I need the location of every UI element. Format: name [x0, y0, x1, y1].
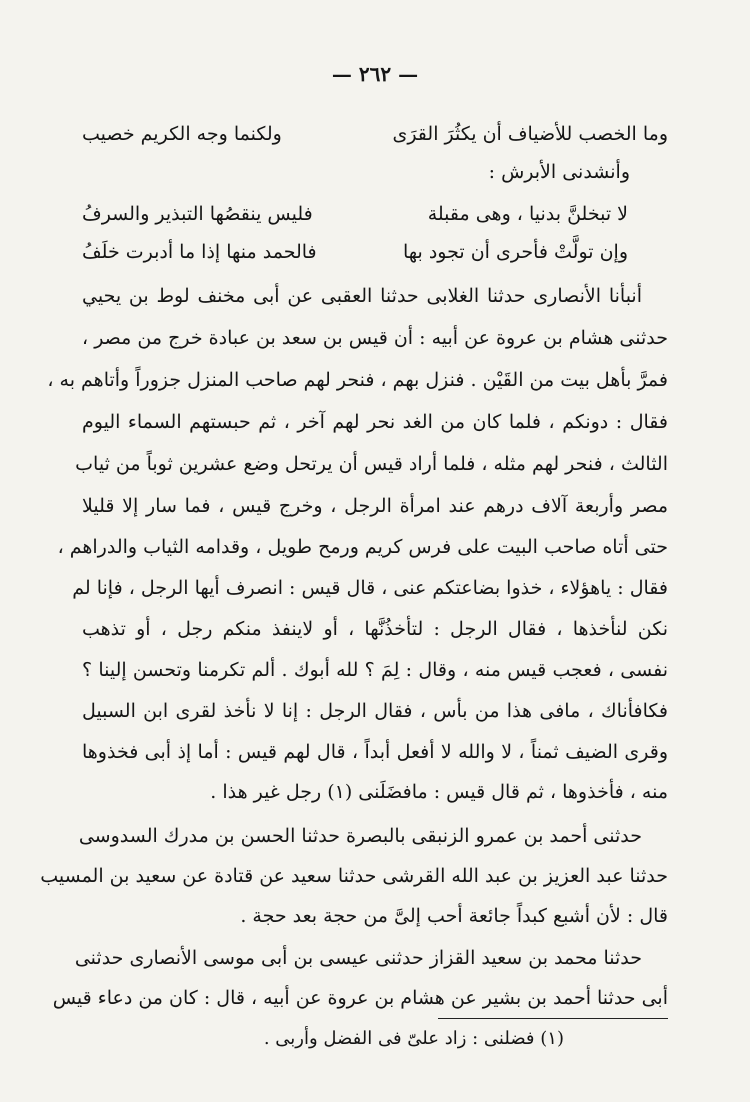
- paragraph1-line: وقرى الضيف ثمناً ، لا والله لا أفعل أبداً ، قال لهم قيس : أما إذ أبى فخذوها: [82, 741, 668, 763]
- intro-line: وأنشدنى الأبرش :: [488, 161, 630, 183]
- paragraph1-line: مصر وأربعة آلاف درهم عند امرأة الرجل ، وخرج قيس ، فما سار إلا قليلا: [82, 495, 668, 517]
- paragraph1-line: نكن لنأخذها ، فقال الرجل : لتأخذُنَّها ، أو لاينفذ منكم رجل ، أو تذهب: [82, 618, 668, 640]
- poem2-verse2-left: فالحمد منها إذا ما أدبرت خلَفُ: [82, 241, 317, 263]
- poem1-left-hemistich: ولكنما وجه الكريم خصيب: [82, 123, 282, 145]
- paragraph1-line: فكافأناك ، مافى هذا من بأس ، فقال الرجل : إنا لا نأخذ لقرى ابن السبيل: [82, 700, 668, 722]
- paragraph1-line: فمرَّ بأهل بيت من القَيْن . فنزل بهم ، فنحر لهم صاحب المنزل جزوراً وأتاهم به ،: [47, 369, 668, 391]
- paragraph1-line: فقال : ياهؤلاء ، خذوا بضاعتكم عنى ، قال قيس : انصرف أيها الرجل ، فإنا لم: [72, 577, 668, 599]
- paragraph1-line: نفسى ، فعجب قيس منه ، وقال : لِمَ ؟ لله أبوك . ألم تكرمنا وتحسن إلينا ؟: [82, 659, 668, 681]
- paragraph3-line: أبى حدثنا أحمد بن بشير عن هشام بن عروة عن أبيه ، قال : كان من دعاء قيس: [52, 987, 668, 1009]
- paragraph1-line: منه ، فأخذوها ، ثم قال قيس : مافضَلَنى (١) رجل غير هذا .: [210, 781, 668, 803]
- paragraph1-line: فقال : دونكم ، فلما كان من الغد نحر لهم آخر ، ثم حبستهم السماء اليوم: [82, 411, 668, 433]
- page-number: — ٢٦٢ —: [331, 62, 419, 86]
- paragraph3-line: حدثنا محمد بن سعيد القزاز حدثنى عيسى بن أبى موسى الأنصارى حدثنى: [74, 947, 642, 969]
- poem2-verse1-left: فليس ينقصُها التبذير والسرفُ: [82, 203, 313, 225]
- poem2-verse2-right: وإن تولَّتْ فأحرى أن تجود بها: [402, 241, 628, 263]
- paragraph2-line: حدثنا عبد العزيز بن عبد الله القرشى حدثنا سعيد عن قتادة عن سعيد بن المسيب: [40, 865, 668, 887]
- poem1-right-hemistich: وما الخصب للأضياف أن يكثُرَ القرَى: [392, 123, 668, 145]
- paragraph2-line: قال : لأن أشبع كبداً جائعة أحب إلىَّ من حجة بعد حجة .: [240, 905, 668, 927]
- footnote-rule: [438, 1018, 668, 1019]
- paragraph2-line: حدثنى أحمد بن عمرو الزنبقى بالبصرة حدثنا الحسن بن مدرك السدوسى: [78, 825, 642, 847]
- poem2-verse1-right: لا تبخلنَّ بدنيا ، وهى مقبلة: [427, 203, 628, 225]
- footnote: (١) فضلنى : زاد علىّ فى الفضل وأربى .: [263, 1028, 564, 1049]
- paragraph1-line: أنبأنا الأنصارى حدثنا الغلابى حدثنا العقبى عن أبى مخنف لوط بن يحيي: [82, 285, 642, 307]
- paragraph1-line: حدثنى هشام بن عروة عن أبيه : أن قيس بن سعد بن عبادة خرج من مصر ،: [82, 327, 668, 349]
- paragraph1-line: حتى أتاه صاحب البيت على فرس كريم ورمح طويل ، وقدامه الثياب والدراهم ،: [57, 536, 668, 558]
- paragraph1-line: الثالث ، فنحر لهم مثله ، فلما أراد قيس أن يرتحل وضع عشرين ثوباً من ثياب: [75, 453, 668, 475]
